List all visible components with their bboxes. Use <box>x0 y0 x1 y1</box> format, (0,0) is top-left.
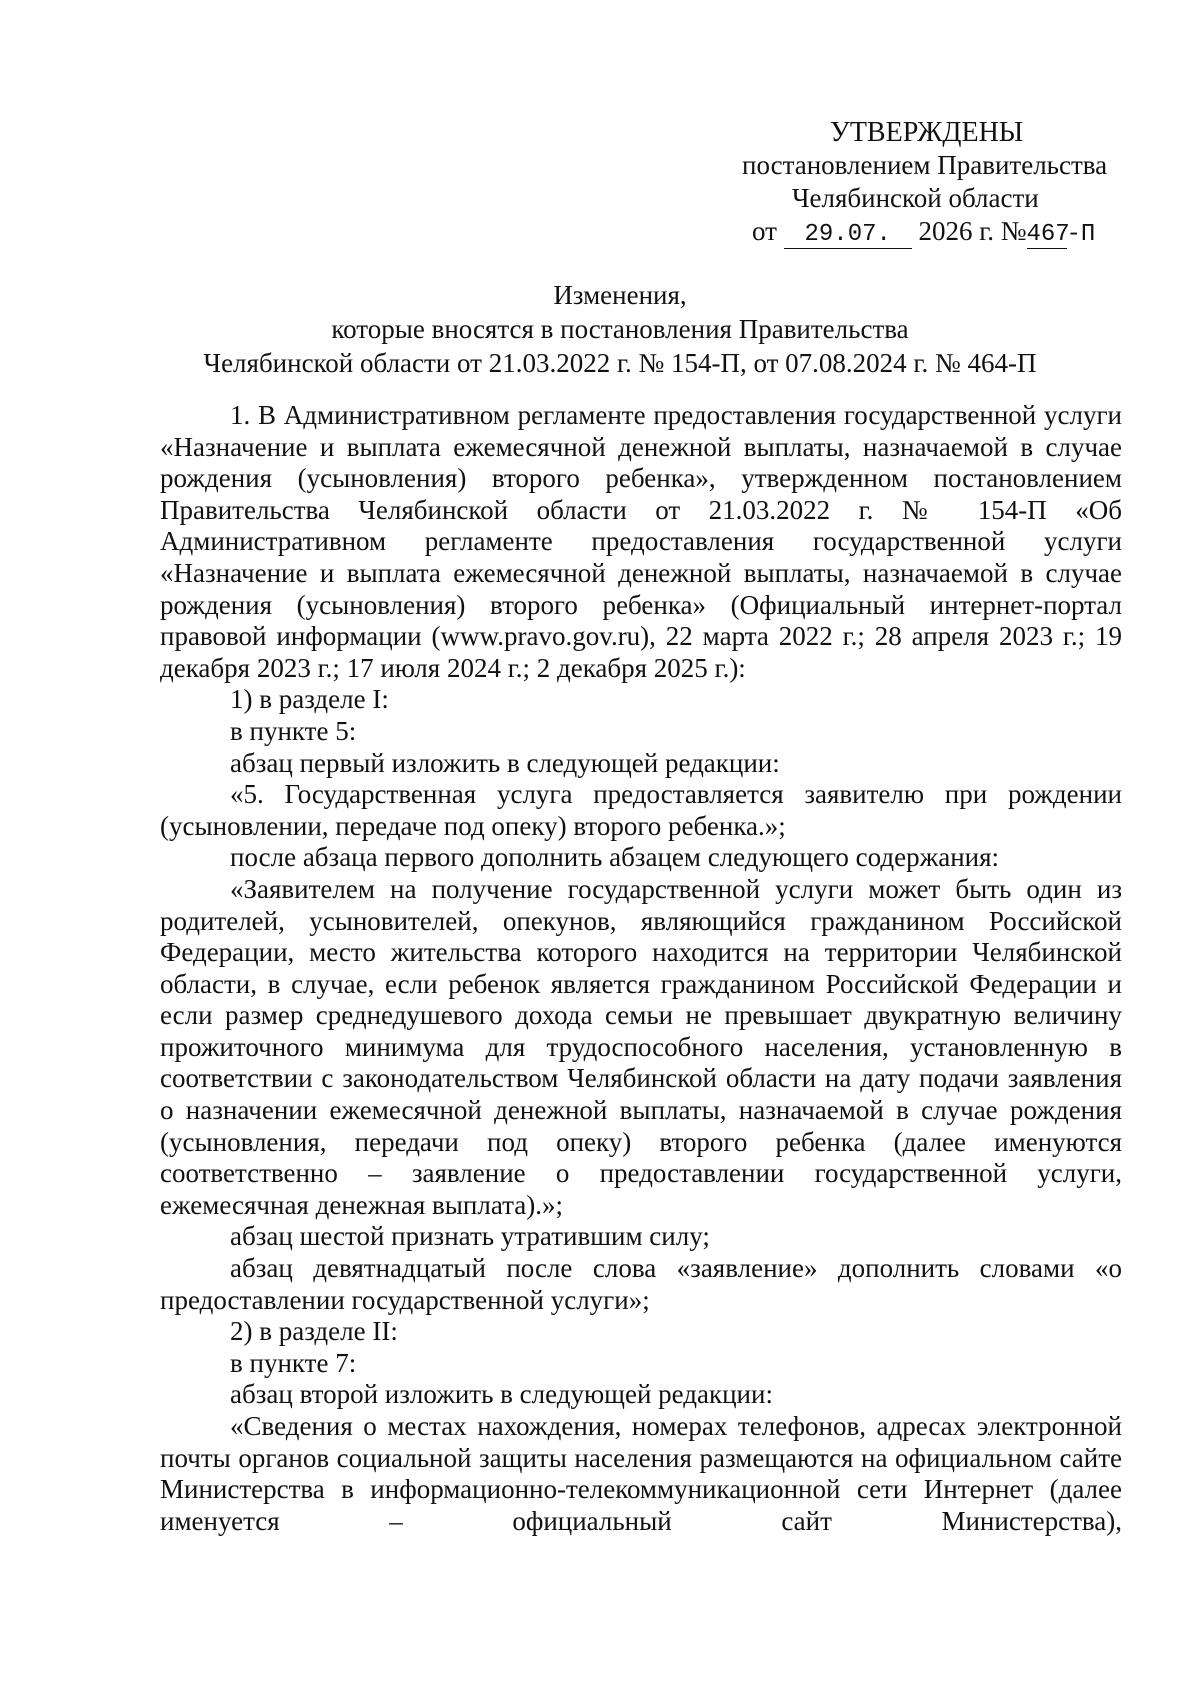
document-body <box>160 400 1122 1537</box>
approval-line-resolution: постановлением Правительства <box>742 150 1108 180</box>
paragraph-quote-info: «Сведения о местах нахождения, номерах телефонов, адресах электронной почты органов социальной защиты населения размещаются на официальном сайте Министерства в информационно-телекоммуникационной сети Интернет (далее именуется – официальный сайт Министерства), <box>160 1411 1122 1536</box>
approval-number-field: 467 <box>1026 221 1070 248</box>
approval-title: УТВЕРЖДЕНЫ <box>830 117 1024 148</box>
paragraph-sixth-abz: абзац шестой признать утратившим силу; <box>230 1221 710 1252</box>
paragraph-point-7: в пункте 7: <box>230 1347 357 1378</box>
paragraph-point-5: в пункте 5: <box>230 715 357 746</box>
paragraph-add-abz: после абзаца первого дополнить абзацем следующего содержания: <box>230 842 1000 873</box>
paragraph-quote-applicant: «Заявителем на получение государственной услуги может быть один из родителей, усыновителей, опекунов, являющийся гражданином Российской Федерации, место жительства которого находится на территории Челябинской области, в случае, если ребенок является гражданином Российской Федерации и если размер среднедушевого дохода семьи не превышает двукратную величину прожиточного минимума для трудоспособного населения, установленную в соответствии с законодательством Челябинской области на дату подачи заявления о назначении ежемесячной денежной выплаты, назначаемой в случае рождения (усыновления, передачи под опеку) второго ребенка (далее именуются соответственно – заявление о предоставлении государственной услуги, ежемесячная денежная выплата).»; <box>160 873 1122 1220</box>
approval-line-region: Челябинской области <box>792 183 1039 213</box>
approval-stamp <box>690 116 1150 251</box>
paragraph-first-abz: абзац первый изложить в следующей редакции: <box>230 747 780 778</box>
heading-line-2: которые вносятся в постановления Правительства <box>331 314 909 344</box>
heading-line-1: Изменения, <box>553 280 687 310</box>
approval-date-field: 29.07. <box>784 222 912 249</box>
approval-from-label: от <box>752 216 777 246</box>
approval-number-suffix: -П <box>1066 221 1096 248</box>
approval-date-line <box>690 215 1150 251</box>
heading-line-3: Челябинской области от 21.03.2022 г. № 154-П, от 07.08.2024 г. № 464-П <box>203 348 1037 378</box>
paragraph-section-2: 2) в разделе II: <box>230 1316 398 1347</box>
paragraph-section-1: 1) в разделе I: <box>230 684 389 715</box>
paragraph-item-1: 1. В Административном регламенте предоставления государственной услуги «Назначение и выплата ежемесячной денежной выплаты, назначаемой в случае рождения (усыновления) второго ребенка», утвержденном постановлением Правительства Челябинской области от 21.03.2022 г. № 154-П «Об Административном регламенте предоставления государственной услуги «Назначение и выплата ежемесячной денежной выплаты, назначаемой в случае рождения (усыновления) второго ребенка» (Официальный интернет-портал правовой информации (www.pravo.gov.ru), 22 марта 2022 г.; 28 апреля 2023 г.; 19 декабря 2023 г.; 17 июля 2024 г.; 2 декабря 2025 г.): <box>160 400 1122 683</box>
approval-year-label: 2026 г. № <box>918 216 1027 246</box>
document-heading <box>120 278 1120 380</box>
paragraph-second-abz: абзац второй изложить в следующей редакции: <box>230 1379 773 1410</box>
paragraph-quote-5: «5. Государственная услуга предоставляется заявителю при рождении (усыновлении, передаче под опеку) второго ребенка.»; <box>160 779 1122 841</box>
paragraph-nineteenth-abz: абзац девятнадцатый после слова «заявление» дополнить словами «о предоставлении государственной услуги»; <box>160 1253 1122 1315</box>
